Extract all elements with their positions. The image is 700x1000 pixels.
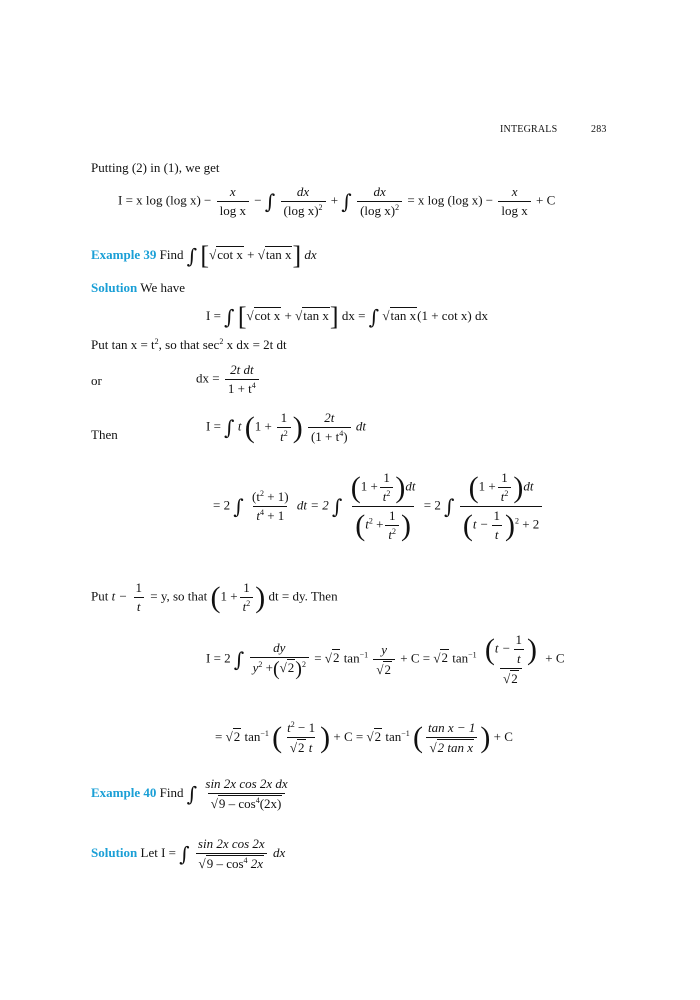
solution-text: Let I = [140, 844, 176, 860]
eq4-tail: + C [545, 650, 565, 666]
eq1-frac4: $\frac{x}{\text{log x}}$ [498, 184, 530, 219]
equation-4: I = 2 ∫ $\frac{dy}{y^2 +(√2)^2}$ = √2 $\tan^{-1}$ $\frac{y}{√2}$ + C = √2 $\tan^{-1}$ (t − $\frac{1}{t}$ ) √2 + C [206, 632, 565, 686]
find-label: Find [159, 246, 184, 262]
example-39-label: Example 39 [91, 246, 157, 262]
eq3-dt1: dt = 2 [296, 497, 329, 513]
integral-sign: ∫ [179, 842, 190, 866]
integral-sign: ∫ [264, 189, 276, 214]
solution-40 [91, 836, 285, 872]
plus: + [247, 246, 255, 262]
integral-sign: ∫ [341, 189, 352, 214]
or-lhs: dx = [196, 370, 220, 386]
or-label: or [91, 373, 102, 388]
sqrt-2: 2 [233, 728, 241, 744]
eq1-tail: + C [536, 192, 556, 208]
put1-c: x dx = 2t dt [223, 337, 287, 352]
then-frac2: $\frac{2t}{(1 + t^4)}$ [308, 410, 351, 445]
eq2-sqrt-tan2: tan x [390, 307, 417, 323]
integral-sign: ∫ [332, 494, 343, 519]
put-substitution-1: Put $\tan x = t^2$, so that $\sec^2 x$ dx = 2t dt [91, 337, 287, 352]
example-40 [91, 776, 293, 812]
sqrt-2: 2 [374, 728, 382, 744]
eq4-frac3: (t − $\frac{1}{t}$ ) √2 [484, 632, 538, 686]
eq4-lhs: I = 2 [206, 650, 231, 666]
eq1-frac2: $\frac{dx}{(\log x)^2}$ [281, 184, 326, 219]
put2-frac2: $\frac{1}{t^2}$ [240, 580, 254, 615]
eq5-plusc: + C = [333, 728, 364, 744]
integral-sign: ∫ [233, 647, 245, 672]
eq2-dx: dx = [341, 307, 366, 323]
dx: dx [272, 844, 286, 860]
eq5-frac2: $\frac{\text{tan x − 1}}{\text{√2 tan x}}$ [428, 720, 476, 755]
then-lhs: I = [206, 418, 221, 434]
put1-b: , so that sec [158, 337, 220, 352]
eq1-frac1: $\frac{x}{\text{log x}}$ [217, 184, 249, 219]
sol40-frac: $\frac{\text{sin 2x cos 2x}}{√9 - \cos^4 2x}$ [195, 836, 268, 872]
tan: tan [244, 728, 261, 744]
integral-sign: ∫ [186, 244, 198, 268]
eq1-minus: − [254, 192, 262, 208]
chapter-title: INTEGRALS [500, 124, 558, 135]
then-frac1: $\frac{1}{t^2}$ [277, 410, 291, 445]
put2-c: dt = dy. Then [268, 588, 338, 604]
then-label: Then [91, 427, 118, 442]
solution-label: Solution [91, 280, 138, 295]
put1-a: Put tan x = t [91, 337, 155, 352]
eq2-sqrt-cot: cot x [254, 307, 281, 323]
equation-1 [118, 184, 555, 219]
equation-5: = √2 $\tan^{-1}$ ( $\frac{t^2 - 1}{√2 t}$ ) + C = √2 $\tan^{-1}$ ( $\frac{\text{tan x − 1}}{\text{√2 tan x}}$ ) + C [215, 720, 513, 755]
then-t: t [237, 418, 242, 434]
page-number: 283 [591, 124, 607, 135]
integral-sign: ∫ [233, 494, 244, 519]
eq3-frac3: (1 + $\frac{1}{t^2}$ )dt (t − $\frac{1}{t}$ )$^2$ + 2 [460, 470, 542, 543]
running-header [500, 124, 557, 135]
solution-text: We have [140, 280, 186, 295]
eq5-frac1: $\frac{t^2 - 1}{√2 t}$ [287, 720, 316, 755]
example-39: Example 39 Find ∫ [√cot x + √tan x] dx [91, 241, 317, 270]
ex39-sqrt-tan: tan x [265, 246, 292, 262]
or-frac: $\frac{\text{2t dt}}{1 + t^4}$ [225, 362, 259, 397]
integral-sign: ∫ [444, 494, 455, 519]
dx: dx [304, 246, 317, 262]
eq3-frac2: (1 + $\frac{1}{t^2}$ )dt ($t^2$ + $\frac{1}{t^2}$ ) [350, 470, 416, 542]
eq1-plus: + [330, 192, 339, 208]
then-one: 1 + [254, 418, 272, 434]
put2-t: t − [111, 588, 128, 604]
solution-39 [91, 280, 185, 296]
eq4-plusc: + C = [400, 650, 431, 666]
example-40-label: Example 40 [91, 784, 157, 800]
eq5-eq: = [215, 728, 223, 744]
eq2-lhs: I = [206, 307, 221, 323]
sqrt-2: 2 [441, 650, 448, 666]
eq4-frac2: $\frac{y}{√2}$ [373, 642, 395, 678]
sqrt-2: 2 [332, 650, 340, 666]
eq5-tail: + C [493, 728, 513, 744]
plus: + [284, 307, 292, 323]
put2-frac: $\frac{1}{t}$ [135, 580, 142, 614]
or-equation [196, 362, 261, 397]
eq2-tail: (1 + cot x) dx [417, 307, 489, 323]
ex40-frac: $\frac{\text{sin 2x cos 2x dx}}{√9 - \cos^4(2x)}$ [205, 776, 288, 811]
paragraph-putting: Putting (2) in (1), we get [91, 160, 220, 175]
eq3-frac1: $\frac{(t^2 + 1)}{t^4 + 1}$ [252, 489, 289, 523]
eq4-frac1: $\frac{dy}{y^2 +(√2)^2}$ [250, 640, 309, 679]
integral-sign: ∫ [186, 782, 198, 806]
then-equation: I = ∫ t (1 + $\frac{1}{t^2}$ ) $\frac{2t}{(1 + t^4)}$ dt [206, 410, 366, 444]
equation-2: I = ∫ [√cot x + √tan x] dx = ∫ √tan x(1 + cot x) dx [206, 302, 489, 331]
tan: tan [343, 650, 360, 666]
eq3-lhs: = 2 [213, 497, 231, 513]
eq1-mid: = x log (log x) − [407, 192, 494, 208]
tan: tan [452, 650, 469, 666]
eq4-eq: = [314, 650, 322, 666]
ex39-sqrt-cot: cot x [217, 246, 243, 262]
eq3-eq2: = 2 [423, 497, 441, 513]
tan: tan [385, 728, 402, 744]
equation-3 [213, 470, 544, 543]
put-substitution-2: Put t − $\frac{1}{t}$ = y, so that (1 + $\frac{1}{t^2}$ ) dt = dy. Then [91, 580, 338, 614]
find-label: Find [159, 784, 184, 800]
put2-b: = y, so that [150, 588, 208, 604]
eq2-sqrt-tan: tan x [303, 307, 329, 323]
integral-sign: ∫ [224, 305, 235, 329]
eq1-frac3: $\frac{dx}{(\log x)^2}$ [357, 184, 402, 219]
put2-a: Put [91, 588, 109, 604]
solution-label: Solution [91, 844, 138, 860]
eq1-lhs: I = x log (log x) − [118, 192, 212, 208]
integral-sign: ∫ [368, 305, 380, 329]
integral-sign: ∫ [224, 415, 235, 440]
then-dt: dt [355, 418, 366, 434]
